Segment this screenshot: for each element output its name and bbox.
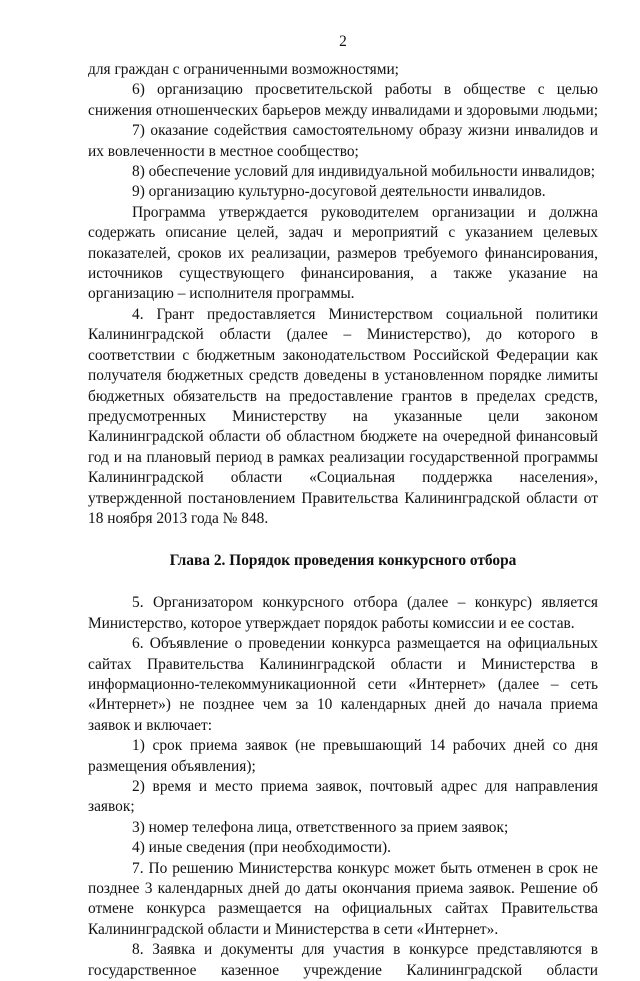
list-item-9: 9) организацию культурно-досуговой деятельности инвалидов. — [132, 183, 546, 201]
subitem-4: 4) иные сведения (при необходимости). — [132, 839, 392, 857]
subitem-2: 2) время и место приема заявок, почтовый адрес для направления заявок; — [88, 778, 598, 816]
paragraph-4: 4. Грант предоставляется Министерством социальной политики Калининградской области (далее – Министерство), до которого в соответствии с бюджетным законодательством Российской Федерации как получателя бюджетных средств доведены в установленном порядке лимиты бюджетных обязательств на предоставление грантов в пределах средств, предусмотренных Министерству на указанные цели законом Калининградской области об областном бюджете на очередной финансовый год и на плановый период в рамках реализации государственной программы Калининградской области «Социальная поддержка населения», утвержденной постановлением Правительства Калининградской области от 18 ноября 2013 года № 848. — [88, 305, 598, 527]
page-number: 2 — [339, 33, 347, 50]
paragraph-8: 8. Заявка и документы для участия в конкурсе представляются в государственное казенное учреждение Калининградской области — [88, 941, 598, 979]
list-item-7: 7) оказание содействия самостоятельному образу жизни инвалидов и их вовлеченности в местное сообщество; — [88, 122, 598, 160]
subitem-1: 1) срок приема заявок (не превышающий 14 рабочих дней со дня размещения объявления); — [88, 737, 598, 775]
paragraph-5: 5. Организатором конкурсного отбора (далее – конкурс) является Министерство, которое утверждает порядок работы комиссии и ее состав. — [88, 594, 598, 632]
paragraph-continuation: для граждан с ограниченными возможностями; — [88, 61, 399, 78]
subitem-3: 3) номер телефона лица, ответственного за прием заявок; — [132, 818, 509, 836]
list-item-6: 6) организацию просветительской работы в обществе с целью снижения отношенческих барьеров между инвалидами и здоровыми людьми; — [88, 81, 599, 119]
paragraph-6: 6. Объявление о проведении конкурса размещается на официальных сайтах Правительства Калининградской области и Министерства в информационно-телекоммуникационной сети «Интернет» (далее – сеть «Интернет») не позднее чем за 10 календарных дней до начала приема заявок и включает: — [88, 635, 598, 734]
chapter-title: Глава 2. Порядок проведения конкурсного отбора — [169, 552, 517, 570]
paragraph-7: 7. По решению Министерства конкурс может быть отменен в срок не позднее 3 календарных дней до даты окончания приема заявок. Решение об отмене конкурса размещается на официальных сайтах Правительства Калининградской области и Министерства в сети «Интернет». — [88, 859, 598, 938]
list-item-8: 8) обеспечение условий для индивидуальной мобильности инвалидов; — [132, 163, 596, 181]
paragraph-program: Программа утверждается руководителем организации и должна содержать описание целей, задач и мероприятий с указанием целевых показателей, сроков их реализации, размеров требуемого финансирования, источников существующего финансирования, а также указание на организацию – исполнителя программы. — [88, 203, 598, 303]
document-page — [88, 32, 598, 981]
